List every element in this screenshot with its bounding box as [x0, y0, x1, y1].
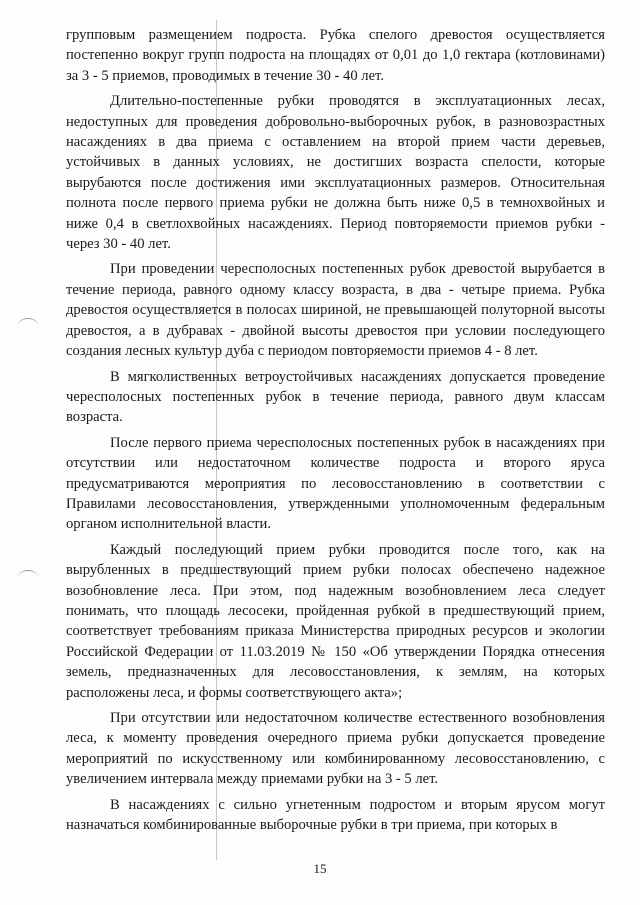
page-number: 15 — [313, 861, 327, 876]
paragraph: групповым размещением подроста. Рубка спелого древостоя осуществляется постепенно вокруг групп подроста на площадях от 0,01 до 1,0 гектара (котловинами) за 3 - 5 приемов, проводимых в течение 30 - 40 лет. — [66, 27, 605, 84]
document-body — [66, 25, 605, 840]
punch-hole-mark — [18, 570, 38, 585]
punch-hole-mark — [18, 318, 38, 333]
paragraph: При отсутствии или недостаточном количестве естественного возобновления леса, к моменту проведения очередного приема рубки допускается проведение мероприятий по искусственному или комбинированному лесовосстановлению, с увеличением интервала между приемами рубки на 3 - 5 лет. — [66, 710, 605, 788]
paragraph: В мягколиственных ветроустойчивых насаждениях допускается проведение чересполосных постепенных рубок в течение периода, равного двум классам возраста. — [66, 368, 605, 426]
paragraph: Каждый последующий прием рубки проводится после того, как на вырубленных в предшествующий прием рубки полосах обеспечено надежное возобновление леса. При этом, под надежным возобновлением леса следует понимать, что площадь лесосеки, пройденная рубкой в предшествующий прием, соответствует требованиям приказа Министерства природных ресурсов и экологии Российской Федерации от 11.03.2019 № 150 «Об утверждении Порядка отнесения земель, предназначенных для лесовосстановления, к землям, на которых расположены леса, и формы соответствующего акта»; — [66, 541, 605, 701]
paragraph: Длительно-постепенные рубки проводятся в эксплуатационных лесах, недоступных для проведения добровольно-выборочных рубок, в разновозрастных насаждениях в два приема с оставлением на второй прием части деревьев, устойчивых в данных условиях, не достигших возраста спелости, которые вырубаются после достижения ими эксплуатационных размеров. Относительная полнота после первого приема рубки не должна быть ниже 0,5 в темнохвойных и ниже 0,4 в светлохвойных насаждениях. Период повторяемости приемов рубки - через 30 - 40 лет. — [66, 93, 605, 253]
paragraph: При проведении чересполосных постепенных рубок древостой вырубается в течение периода, равного одному классу возраста, в два - четыре приема. Рубка древостоя осуществляется в полосах шириной, не превышающей полуторной высоты древостоя, а в дубравах - двойной высоты древостоя при условии последующего создания лесных культур дуба с периодом повторяемости приемов 4 - 8 лет. — [66, 261, 605, 360]
paragraph: После первого приема чересполосных постепенных рубок в насаждениях при отсутствии или недостаточном количестве подроста и второго яруса предусматриваются мероприятия по лесовосстановлению в соответствии с Правилами лесовосстановления, утвержденными уполномоченным федеральным органом исполнительной власти. — [66, 434, 605, 533]
paragraph: В насаждениях с сильно угнетенным подростом и вторым ярусом могут назначаться комбинированные выборочные рубки в три приема, при которых в — [66, 796, 605, 834]
